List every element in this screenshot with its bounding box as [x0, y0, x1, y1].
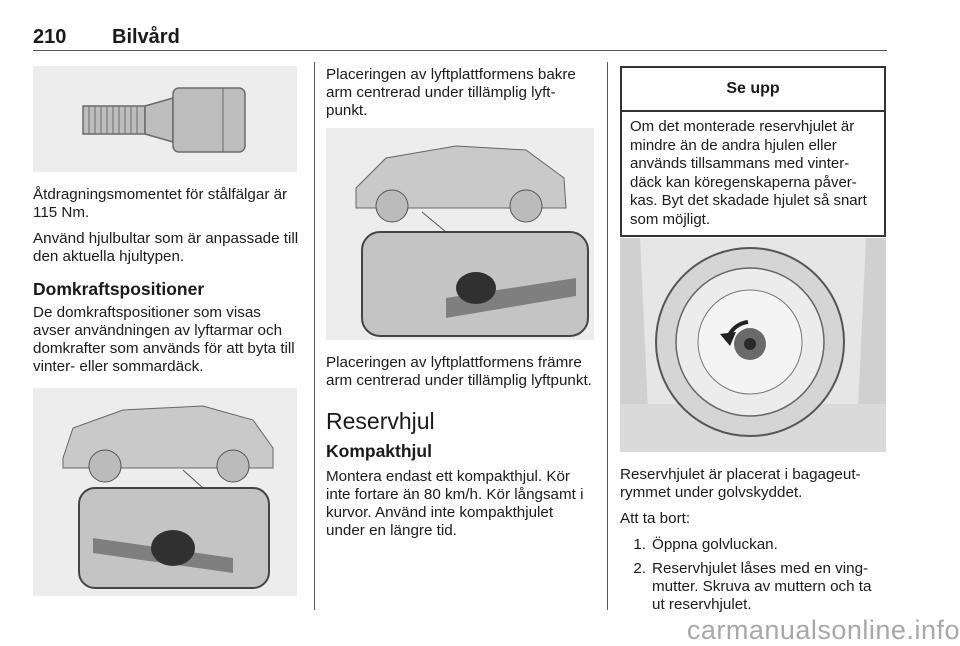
- step-2-text: Reservhjulet låses med en ving-mutter. Skruva av muttern och ta ut reservhjulet.: [652, 560, 872, 613]
- compact-wheel-heading: Kompakthjul: [326, 441, 432, 461]
- jack-positions-heading: Domkraftspositioner: [33, 279, 205, 299]
- step-2-number: 2.: [633, 560, 646, 577]
- column-3-text: [620, 466, 886, 614]
- removal-intro: Att ta bort:: [620, 510, 691, 527]
- warning-box: [620, 66, 886, 237]
- step-1-text: Öppna golvluckan.: [652, 536, 778, 553]
- column-divider-1: [314, 62, 315, 610]
- step-2: [620, 560, 886, 614]
- warning-text: Om det monterade reservhjulet är mindre än de andra hjulen eller används tillsammans med vinter-däck kan köregenskaperna påver-kas. Byt det skadade hjulet så snart som möjligt.: [630, 118, 867, 228]
- torque-paragraph: Åtdragningsmomentet för stålfälgar är 115 Nm.: [33, 186, 288, 221]
- header-rule: [33, 50, 887, 51]
- step-1: [620, 536, 886, 554]
- watermark: carmanualsonline.info: [686, 615, 960, 645]
- front-jack-illustration: [33, 388, 297, 596]
- spare-wheel-illustration: [620, 238, 886, 452]
- page-number: 210: [33, 26, 67, 48]
- section-title: Bilvård: [112, 26, 180, 48]
- front-arm-paragraph: Placeringen av lyftplattformens främre arm centrerad under tillämplig lyftpunkt.: [326, 354, 592, 389]
- rear-arm-paragraph: Placeringen av lyftplattformens bakre arm centrerad under tillämplig lyft-punkt.: [326, 66, 576, 119]
- rear-jack-illustration: [326, 128, 594, 340]
- spare-wheel-heading: Reservhjul: [326, 408, 435, 434]
- compact-wheel-paragraph: Montera endast ett kompakthjul. Kör inte fortare än 80 km/h. Kör långsamt i kurvor. Använd inte kompakthjulet under en längre tid.: [326, 468, 584, 539]
- jack-positions-paragraph: De domkraftspositioner som visas avser användningen av lyftarmar och domkrafter som används för att byta till vinter- eller sommardäck.: [33, 304, 295, 375]
- step-1-number: 1.: [633, 536, 646, 553]
- bolt-paragraph: Använd hjulbultar som är anpassade till den aktuella hjultypen.: [33, 230, 299, 265]
- column-divider-2: [607, 62, 608, 610]
- warning-title: Se upp: [622, 68, 884, 112]
- column-2-text: [326, 354, 596, 540]
- column-1-text: [33, 186, 301, 376]
- wheel-bolt-illustration: [33, 66, 297, 172]
- spare-location-paragraph: Reservhjulet är placerat i bagageut-rymmet under golvskyddet.: [620, 466, 861, 501]
